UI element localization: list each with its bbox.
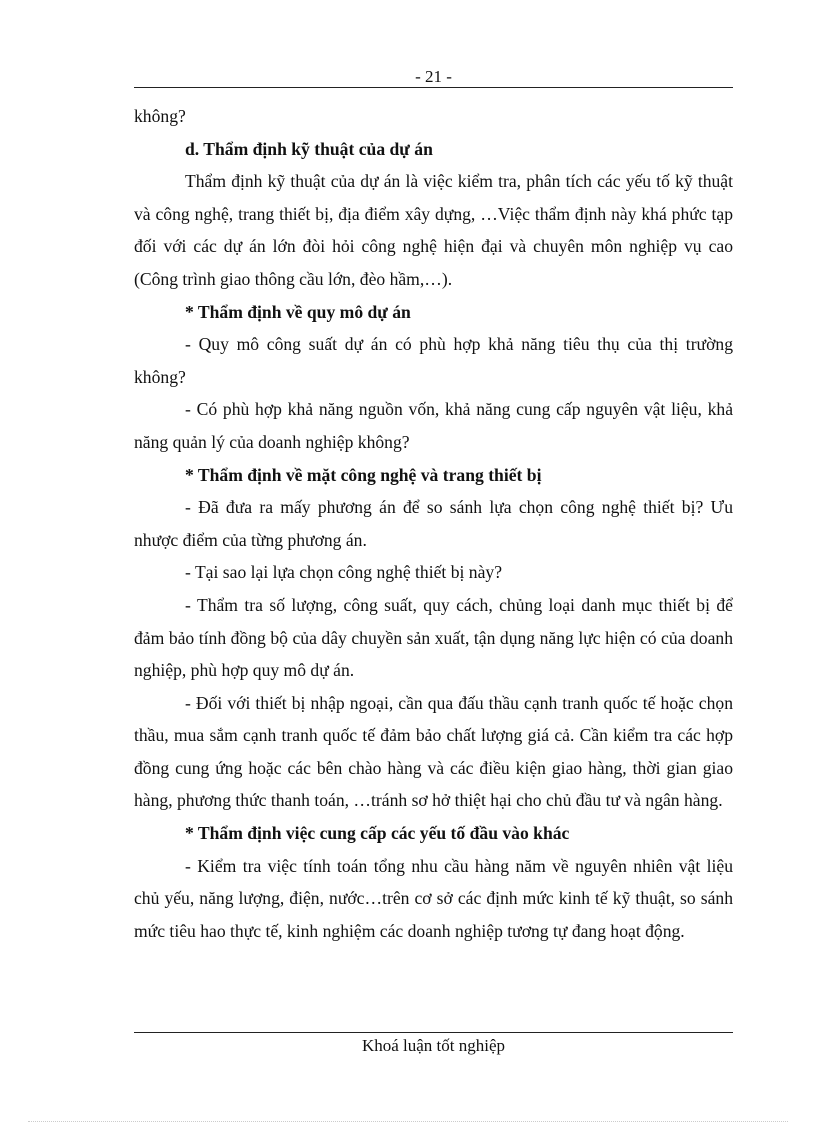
paragraph: - Kiểm tra việc tính toán tổng nhu cầu hàng năm về nguyên nhiên vật liệu chủ yếu, năng lượng, điện, nước…trên cơ sở các định mức kinh tế kỹ thuật, so sánh mức tiêu hao thực tế, kinh nghiệm các doanh nghiệp tương tự đang hoạt động. (134, 855, 733, 941)
document-body (134, 100, 733, 947)
footer-text: Khoá luận tốt nghiệp (361, 1036, 506, 1055)
section-heading: d. Thẩm định kỹ thuật của dự án (185, 138, 433, 159)
paragraph: - Đối với thiết bị nhập ngoại, cần qua đấu thầu cạnh tranh quốc tế hoặc chọn thầu, mua sắm cạnh tranh quốc tế đảm bảo chất lượng giá cả. Cần kiểm tra các hợp đồng cung ứng hoặc các bên chào hàng và các điều kiện giao hàng, thời gian giao hàng, phương thức thanh toán, …tránh sơ hở thiệt hại cho chủ đầu tư và ngân hàng. (134, 692, 733, 811)
footer-rule (134, 1032, 733, 1033)
page-edge-dotted-line (28, 1121, 788, 1122)
section-heading: * Thẩm định về quy mô dự án (185, 301, 411, 322)
section-heading: * Thẩm định việc cung cấp các yếu tố đầu vào khác (185, 823, 570, 844)
paragraph: - Đã đưa ra mấy phương án để so sánh lựa chọn công nghệ thiết bị? Ưu nhược điểm của từng phương án. (134, 497, 733, 550)
paragraph: - Có phù hợp khả năng nguồn vốn, khả năng cung cấp nguyên vật liệu, khả năng quản lý của doanh nghiệp không? (134, 399, 733, 452)
section-heading: * Thẩm định về mặt công nghệ và trang thiết bị (185, 464, 542, 485)
page-number: - 21 - (415, 67, 452, 86)
paragraph: - Thẩm tra số lượng, công suất, quy cách, chủng loại danh mục thiết bị để đảm bảo tính đồng bộ của dây chuyền sản xuất, tận dụng năng lực hiện có của doanh nghiệp, phù hợp quy mô dự án. (134, 594, 733, 681)
header-rule (134, 87, 733, 88)
paragraph: Thẩm định kỹ thuật của dự án là việc kiểm tra, phân tích các yếu tố kỹ thuật và công nghệ, trang thiết bị, địa điểm xây dựng, …Việc thẩm định này khá phức tạp đối với các dự án lớn đòi hỏi công nghệ hiện đại và chuyên môn nghiệp vụ cao (Công trình giao thông cầu lớn, đèo hầm,…). (134, 171, 733, 289)
paragraph: không? (134, 106, 186, 126)
paragraph: - Tại sao lại lựa chọn công nghệ thiết bị này? (185, 562, 503, 583)
paragraph: - Quy mô công suất dự án có phù hợp khả năng tiêu thụ của thị trường không? (134, 334, 733, 387)
